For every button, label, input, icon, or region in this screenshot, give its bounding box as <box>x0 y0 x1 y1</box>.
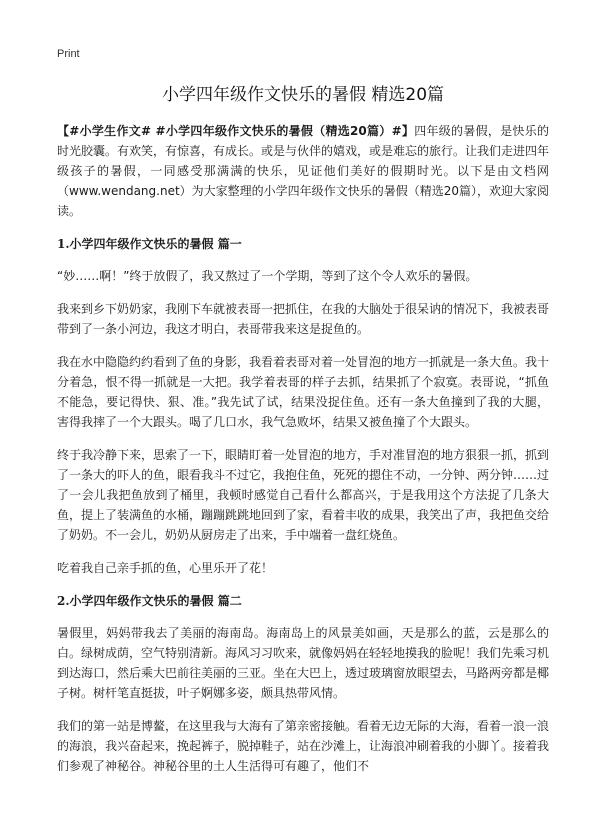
print-label: Print <box>57 48 80 60</box>
section1-paragraph: “妙……啊！”终于放假了，我又熬过了一个学期，等到了这个令人欢乐的暑假。 <box>57 269 478 283</box>
intro-paragraph <box>57 121 549 221</box>
section2-paragraph: 暑假里，妈妈带我去了美丽的海南岛。海南岛上的风景美如画，天是那么的蓝，云是那么的白。绿树成荫，空气特别清新。海风习习吹来，就像妈妈在轻轻地摸我的脸呢！我们先乘习机到达海口，然后乘大巴前往美丽的三亚。坐在大巴上，透过玻璃窗放眼望去，马路两旁都是椰子树。树杆笔直挺拔，叶子婀娜多姿，颇具热带风情。 <box>57 626 550 700</box>
document-title: 小学四年级作文快乐的暑假 精选20篇 <box>161 85 445 105</box>
section2-paragraph: 我们的第一站是博鳌，在这里我与大海有了第亲密接触。看着无边无际的大海，看着一浪一浪的海浪，我兴奋起来，挽起裤子，脱掉鞋子，站在沙滩上，让海浪冲刷着我的小脚丫。接着我们参观了神秘谷。神秘谷里的土人生活得可有趣了，他们不 <box>57 719 550 773</box>
document-content <box>57 121 549 789</box>
section1-paragraph: 我在水中隐隐约约看到了鱼的身影，我看着表哥对着一处冒泡的地方一抓就是一条大鱼。我十分着急，恨不得一抓就是一大把。我学着表哥的样子去抓，结果抓了个寂寞。表哥说，“抓鱼不能急，要记得快、狠、准。”我先试了试，结果没捉住鱼。还有一条大鱼撞到了我的大腿，害得我摔了一个大跟头。喝了几口水，我气急败坏，结果又被鱼撞了个大跟头。 <box>57 355 550 429</box>
intro-body: 四年级的暑假，是快乐的时光胶囊。有欢笑，有惊喜，有成长。或是与伙伴的嬉戏，或是难忘的旅行。让我们走进四年级孩子的暑假，一同感受那满满的快乐，见证他们美好的假期时光。以下是由文档网（www.wendang.net）为大家整理的小学四年级作文快乐的暑假（精选20篇），欢迎大家阅读。 <box>57 124 550 218</box>
intro-lead: 【#小学生作文# #小学四年级作文快乐的暑假（精选20篇）#】 <box>57 124 415 138</box>
section-heading-1: 1.小学四年级作文快乐的暑假 篇一 <box>57 237 242 251</box>
section1-paragraph: 我来到乡下奶奶家，我刚下车就被表哥一把抓住，在我的大脑处于很呆讷的情况下，我被表哥带到了一条小河边，我这才明白，表哥带我来这是捉鱼的。 <box>57 302 550 336</box>
section1-paragraph: 终于我冷静下来，思索了一下，眼睛盯着一处冒泡的地方，手对准冒泡的地方狠狠一抓，抓到了一条大的吓人的鱼，眼看我斗不过它，我抱住鱼，死死的摁住不动，一分钟、两分钟……过了一会儿我把鱼放到了桶里，我顿时感觉自己看什么都高兴，于是我用这个方法捉了几条大鱼，提上了装满鱼的水桶，蹦蹦跳跳地回到了家，看着丰收的成果，我笑出了声，我把鱼交给了奶奶。不一会儿，奶奶从厨房走了出来，手中端着一盘红烧鱼。 <box>57 448 550 542</box>
section1-paragraph: 吃着我自己亲手抓的鱼，心里乐开了花！ <box>57 561 274 575</box>
section-heading-2: 2.小学四年级作文快乐的暑假 篇二 <box>57 594 242 608</box>
